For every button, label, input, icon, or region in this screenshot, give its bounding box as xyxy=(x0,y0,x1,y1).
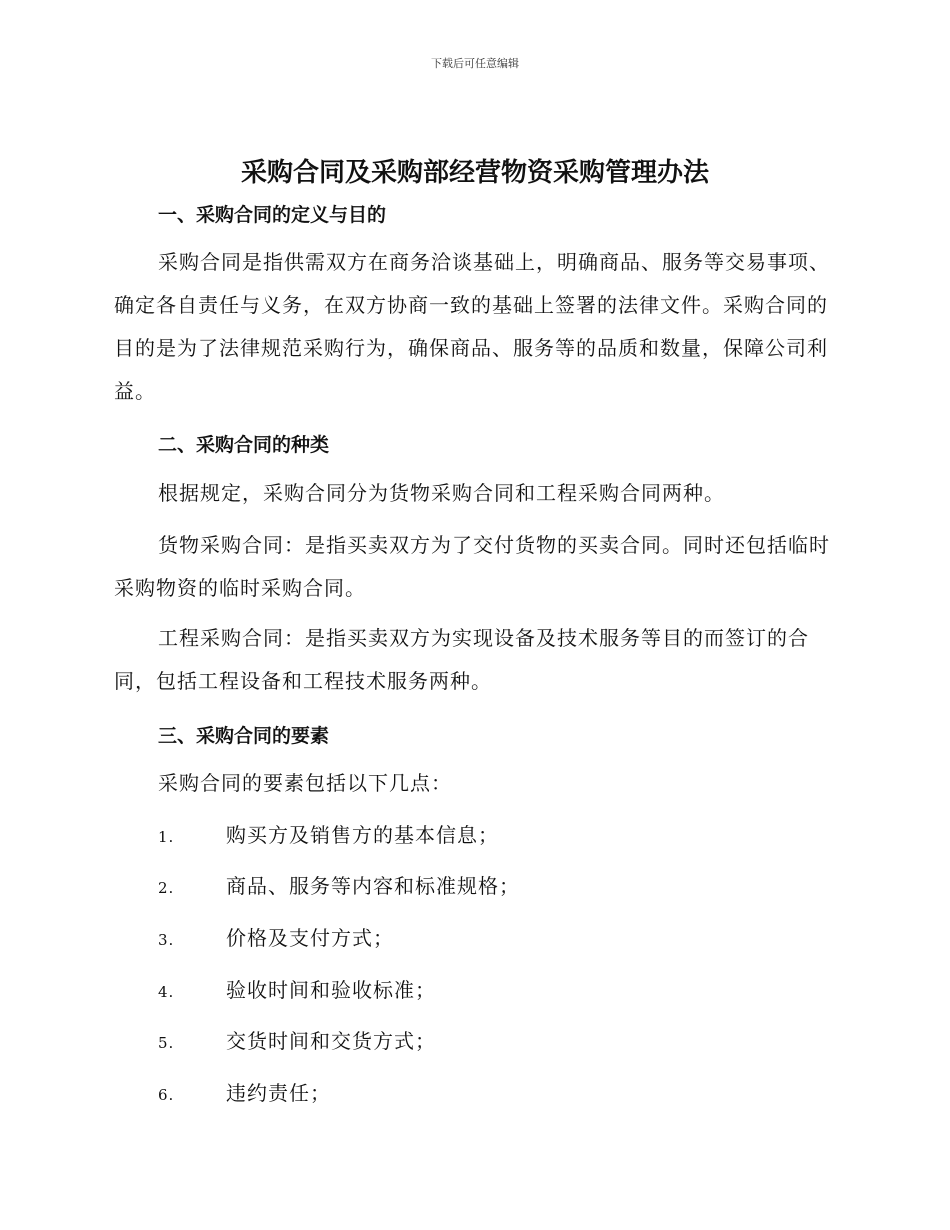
list-number: 2. xyxy=(158,879,175,897)
section-heading-elements: 三、采购合同的要素 xyxy=(158,725,330,747)
list-number: 4. xyxy=(158,983,175,1001)
paragraph-types-intro: 根据规定，采购合同分为货物采购合同和工程采购合同两种。 xyxy=(158,481,725,505)
paragraph-elements-intro: 采购合同的要素包括以下几点： xyxy=(158,771,452,795)
paragraph-goods-contract: 货物采购合同：是指买卖双方为了交付货物的买卖合同。同时还包括临时采购物资的临时采购合同。 xyxy=(114,533,830,600)
list-item xyxy=(158,969,436,1014)
list-number: 1. xyxy=(158,828,175,846)
page-header-note: 下载后可任意编辑 xyxy=(431,57,519,70)
list-item xyxy=(158,917,394,962)
section-heading-definition: 一、采购合同的定义与目的 xyxy=(158,204,387,226)
list-number: 5. xyxy=(158,1034,175,1052)
list-text: 价格及支付方式； xyxy=(226,926,394,950)
document-title: 采购合同及采购部经营物资采购管理办法 xyxy=(240,158,709,188)
list-number: 6. xyxy=(158,1086,175,1104)
list-item xyxy=(158,1020,436,1065)
list-number: 3. xyxy=(158,931,175,949)
paragraph-definition: 采购合同是指供需双方在商务洽谈基础上，明确商品、服务等交易事项、确定各自责任与义务，在双方协商一致的基础上签署的法律文件。采购合同的目的是为了法律规范采购行为，确保商品、服务等的品质和数量，保障公司利益。 xyxy=(114,250,830,403)
list-text: 交货时间和交货方式； xyxy=(226,1029,436,1053)
list-text: 商品、服务等内容和标准规格； xyxy=(226,874,520,898)
list-text: 购买方及销售方的基本信息； xyxy=(226,823,499,847)
list-item xyxy=(158,814,499,859)
section-heading-types: 二、采购合同的种类 xyxy=(158,434,330,456)
list-item xyxy=(158,1072,331,1117)
list-text: 违约责任； xyxy=(226,1081,331,1105)
list-text: 验收时间和验收标准； xyxy=(226,978,436,1002)
paragraph-engineering-contract: 工程采购合同：是指买卖双方为实现设备及技术服务等目的而签订的合同，包括工程设备和工程技术服务两种。 xyxy=(114,626,809,693)
list-item xyxy=(158,865,520,910)
